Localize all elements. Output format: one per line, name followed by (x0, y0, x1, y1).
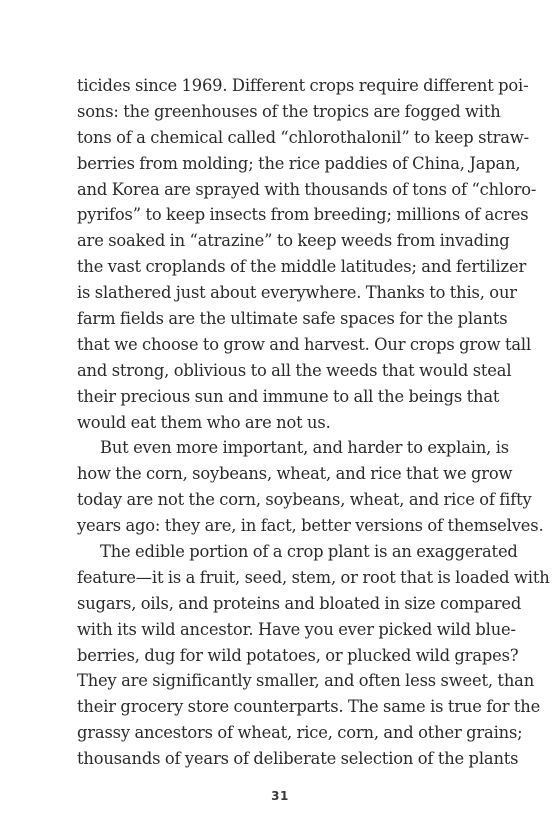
paragraph-end-line: years ago: they are, in fact, better versions of themselves. (77, 516, 544, 536)
text-line: ticides since 1969. Different crops require different poi- (77, 76, 529, 95)
paragraph-start-line: The edible portion of a crop plant is an exaggerated (100, 542, 518, 562)
paragraph-end-line: would eat them who are not us. (77, 412, 331, 432)
text-line: berries from molding; the rice paddies of China, Japan, (77, 153, 521, 173)
text-line: berries, dug for wild potatoes, or plucked wild grapes? (77, 645, 519, 665)
text-line: is slathered just about everywhere. Thanks to this, our (77, 283, 517, 303)
text-line: the vast croplands of the middle latitudes; and fertilizer (77, 257, 527, 277)
text-line: their precious sun and immune to all the beings that (77, 386, 500, 406)
text-line: They are significantly smaller, and often less sweet, than (77, 671, 535, 691)
text-line: sugars, oils, and proteins and bloated in size compared (77, 593, 522, 613)
text-line: their grocery store counterparts. The same is true for the (77, 697, 541, 717)
text-line: tons of a chemical called “chlorothalonil” to keep straw- (77, 127, 530, 147)
text-line: and Korea are sprayed with thousands of tons of “chloro- (77, 179, 537, 199)
text-line: sons: the greenhouses of the tropics are fogged with (77, 101, 501, 121)
text-line: farm fields are the ultimate safe spaces for the plants (77, 309, 508, 329)
paragraph-start-line: But even more important, and harder to explain, is (100, 438, 509, 458)
body-text (77, 73, 550, 772)
text-line: how the corn, soybeans, wheat, and rice that we grow (77, 464, 513, 484)
text-line: feature—it is a fruit, seed, stem, or root that is loaded with (77, 567, 550, 587)
text-line: and strong, oblivious to all the weeds that would steal (77, 360, 512, 380)
text-line: thousands of years of deliberate selection of the plants (77, 749, 519, 769)
text-line: today are not the corn, soybeans, wheat, and rice of fifty (77, 490, 532, 510)
text-line: grassy ancestors of wheat, rice, corn, and other grains; (77, 723, 523, 743)
page-number: 31 (271, 789, 289, 803)
text-line: pyrifos” to keep insects from breeding; millions of acres (77, 205, 529, 225)
text-line: are soaked in “atrazine” to keep weeds from invading (77, 231, 510, 251)
text-line: that we choose to grow and harvest. Our crops grow tall (77, 334, 532, 354)
text-line: with its wild ancestor. Have you ever picked wild blue- (77, 619, 516, 639)
